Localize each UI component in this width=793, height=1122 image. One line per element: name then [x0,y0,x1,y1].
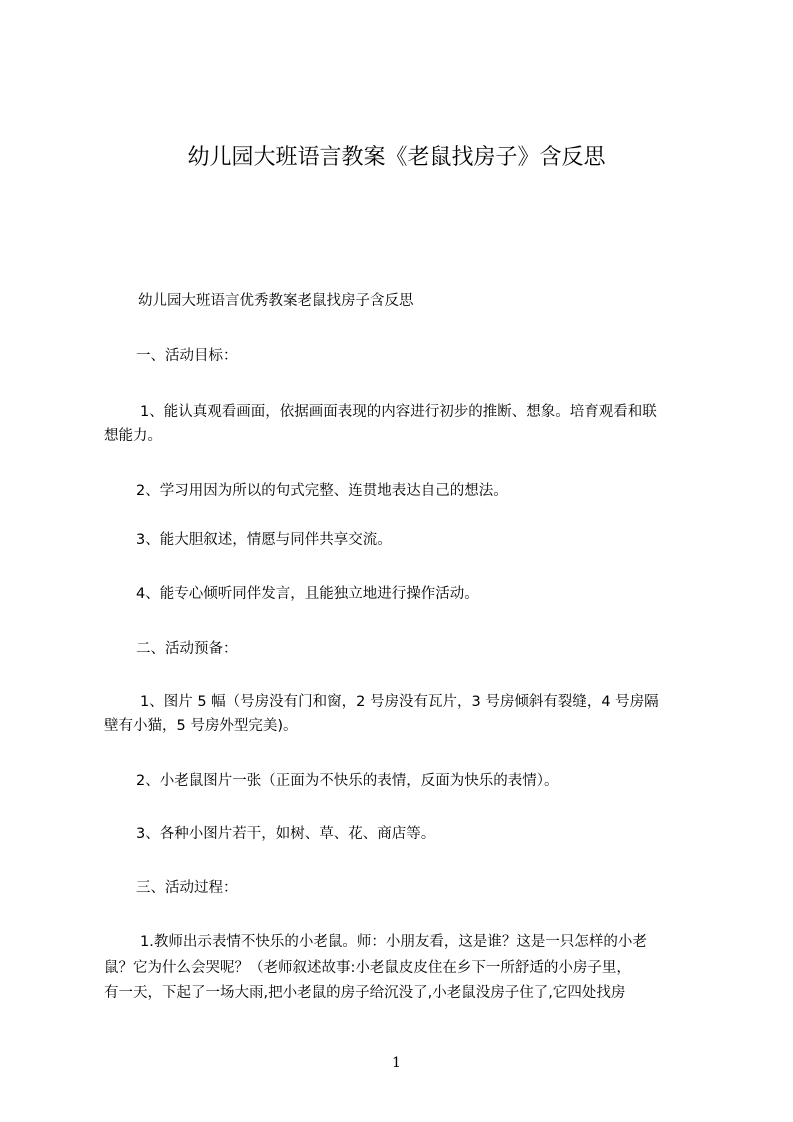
page-number: 1 [392,1055,401,1071]
paragraph: 4、能专心倾听同伴发言，且能独立地进行操作活动。 [136,586,479,602]
paragraph: 1、能认真观看画面，依据画面表现的内容进行初步的推断、想象。培育观看和联 [140,404,657,420]
section-heading-process: 三、活动过程： [136,880,238,896]
document-title: 幼儿园大班语言教案《老鼠找房子》含反思 [187,145,606,170]
paragraph: 1、图片 5 幅（号房没有门和窗，2 号房没有瓦片，3 号房倾斜有裂缝，4 号房隔 [140,694,659,710]
paragraph: 想能力。 [104,428,162,444]
paragraph: 2、小老鼠图片一张（正面为不快乐的表情，反面为快乐的表情）。 [136,773,559,789]
paragraph: 壁有小猫，5 号房外型完美)。 [104,718,298,734]
document-subtitle: 幼儿园大班语言优秀教案老鼠找房子含反思 [138,293,414,309]
paragraph: 2、学习用因为所以的句式完整、连贯地表达自己的想法。 [136,483,508,499]
paragraph: 3、能大胆叙述，情愿与同伴共享交流。 [136,532,392,548]
paragraph: 有一天，下起了一场大雨,把小老鼠的房子给沉没了,小老鼠没房子住了,它四处找房 [104,985,626,1001]
section-heading-goals: 一、活动目标： [136,348,238,364]
paragraph: 鼠？它为什么会哭呢？（老师叙述故事:小老鼠皮皮住在乡下一所舒适的小房子里， [104,960,631,976]
section-heading-preparation: 二、活动预备： [136,641,238,657]
paragraph: 1.教师出示表情不快乐的小老鼠。师：小朋友看，这是谁？这是一只怎样的小老 [140,934,647,950]
paragraph: 3、各种小图片若干，如树、草、花、商店等。 [136,826,436,842]
